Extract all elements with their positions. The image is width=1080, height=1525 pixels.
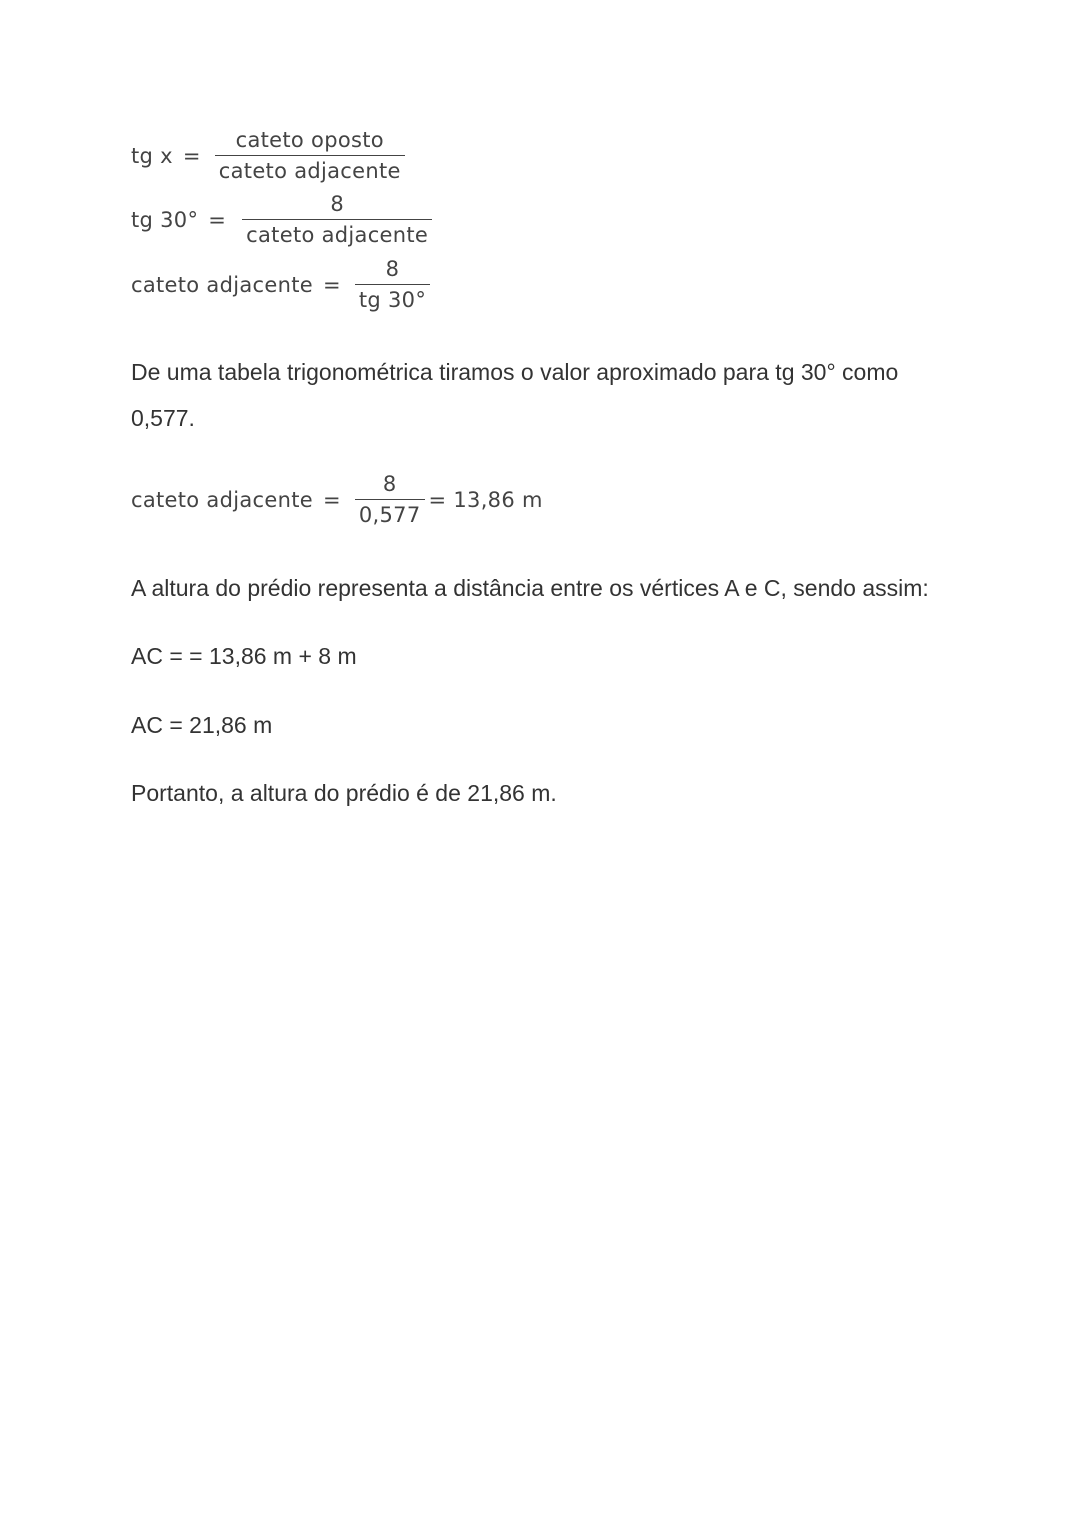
equals-sign: = <box>322 487 341 512</box>
paragraph-building-height: A altura do prédio representa a distância entre os vértices A e C, sendo assim: <box>131 575 929 601</box>
paragraph-ac-result: AC = 21,86 m <box>131 712 273 738</box>
denominator: cateto adjacente <box>246 223 429 247</box>
numerator: cateto oposto <box>215 126 405 156</box>
formula-adjacent-side <box>131 255 434 314</box>
paragraph-ac-sum: AC = = 13,86 m + 8 m <box>131 643 357 669</box>
formula-lhs: tg x <box>131 143 173 168</box>
formula-lhs: cateto adjacente <box>131 487 313 512</box>
fraction <box>242 190 432 249</box>
denominator: cateto adjacente <box>218 159 401 183</box>
denominator: tg 30° <box>358 288 427 312</box>
denominator: 0,577 <box>358 503 421 527</box>
formula-adjacent-side-result <box>131 470 543 529</box>
formula-lhs: cateto adjacente <box>131 272 313 297</box>
formula-lhs: tg 30° <box>131 207 199 232</box>
fraction <box>355 255 430 314</box>
formula-tangent-30 <box>131 190 436 249</box>
equals-sign: = <box>208 207 227 232</box>
numerator: 8 <box>242 190 432 220</box>
paragraph-tangent-value-line1: De uma tabela trigonométrica tiramos o valor aproximado para tg 30° como <box>131 359 899 385</box>
formula-tangent-definition <box>131 126 409 185</box>
fraction <box>215 126 405 185</box>
paragraph-conclusion: Portanto, a altura do prédio é de 21,86 m. <box>131 780 557 806</box>
equals-sign: = <box>182 143 201 168</box>
equals-sign: = <box>322 272 341 297</box>
numerator: 8 <box>355 470 425 500</box>
numerator: 8 <box>355 255 430 285</box>
fraction <box>355 470 425 529</box>
formula-result: = 13,86 m <box>428 487 543 512</box>
paragraph-tangent-value-line2: 0,577. <box>131 405 195 431</box>
